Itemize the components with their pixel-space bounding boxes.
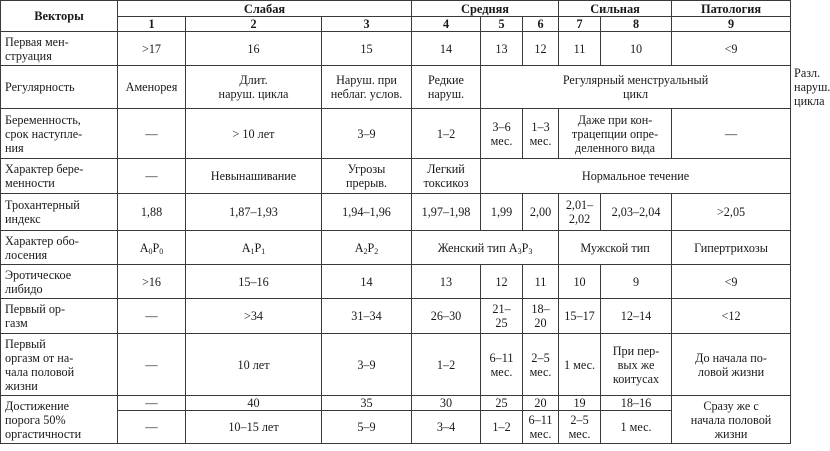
table-cell: 10 [601,32,672,66]
table-cell: — [118,396,186,411]
table-cell: 1–3 мес. [523,109,559,159]
table-cell: При пер- вых же коитусах [601,334,672,396]
table-cell: 2,03–2,04 [601,194,672,231]
hair-a-index: 3 [517,246,522,256]
table-cell: 3–9 [322,334,412,396]
hair-p-index: 3 [528,246,533,256]
table-cell: 2–5 мес. [523,334,559,396]
table-cell: <9 [672,32,791,66]
table-cell: 40 [186,396,322,411]
table-cell: 1,87–1,93 [186,194,322,231]
header-number-8: 8 [601,17,672,32]
table-row-threshold-age [1,396,791,411]
header-number-2: 2 [186,17,322,32]
table-cell: Гипертрихозы [672,231,791,265]
table-cell: 10–15 лет [186,411,322,444]
header-group-medium: Средняя [412,1,559,17]
table-cell: 1,88 [118,194,186,231]
table-cell: — [118,299,186,334]
table-cell: 1–2 [412,109,481,159]
table-cell: 15–16 [186,265,322,299]
row-label: Характер обо- лосения [1,231,118,265]
table-row-menarche [1,32,791,66]
table-cell [322,231,412,265]
table-cell: 15–17 [559,299,601,334]
header-number-4: 4 [412,17,481,32]
table-cell: — [118,334,186,396]
table-cell: Наруш. при неблаг. услов. [322,66,412,109]
row-label: Достижение порога 50% оргастичности [1,396,118,444]
row-label: Беременность, срок наступле- ния [1,109,118,159]
table-cell: — [672,109,791,159]
table-cell: 1 мес. [559,334,601,396]
table-cell: — [118,411,186,444]
table-cell: 31–34 [322,299,412,334]
table-cell: 1,94–1,96 [322,194,412,231]
header-number-9: 9 [672,17,791,32]
table-row-first-orgasm-from-start [1,334,791,396]
table-cell: 26–30 [412,299,481,334]
table-cell: 6–11 мес. [523,411,559,444]
hair-a-letter: A [354,240,364,255]
row-label: Характер бере- менности [1,159,118,194]
table-cell-merged: Мужской тип [559,231,672,265]
table-cell: >2,05 [672,194,791,231]
table-cell-merged: Регулярный менструальный цикл [481,66,791,109]
table-cell: 11 [559,32,601,66]
table-cell: 12 [523,32,559,66]
table-row-trochanteric-index [1,194,791,231]
table-cell: 1–2 [412,334,481,396]
hair-p-letter: P [254,240,262,255]
table-cell: 19 [559,396,601,411]
hair-p-letter: P [521,240,529,255]
header-numbers-row [1,17,791,32]
table-cell: — [118,109,186,159]
table-cell: 30 [412,396,481,411]
table-cell: <12 [672,299,791,334]
hair-female-type-text: Женский тип A [437,240,518,255]
table-cell: Невынашивание [186,159,322,194]
table-row-regularity: Регулярность Аменорея Длит. наруш. цикла Наруш. при неблаг. услов. Редкие наруш. Регулярный менструальный цикл Разл. наруш. цикла [1,66,791,109]
table-cell: 1,97–1,98 [412,194,481,231]
table-row-first-orgasm [1,299,791,334]
table-cell: 1,99 [481,194,523,231]
row-label: Регулярность [1,66,118,109]
table-cell-merged: Даже при кон- трацепции опре- деленного вида [559,109,672,159]
table-cell: 18–16 [601,396,672,411]
table-cell: 5–9 [322,411,412,444]
table-row-pregnancy-character [1,159,791,194]
table-cell: 3–6 мес. [481,109,523,159]
table-cell: 10 лет [186,334,322,396]
row-label: Трохантерный индекс [1,194,118,231]
table-row-libido [1,265,791,299]
table-cell: 2–5 мес. [559,411,601,444]
hair-a-index: 0 [148,246,153,256]
header-group-strong: Сильная [559,1,672,17]
table-cell: > 10 лет [186,109,322,159]
row-label: Первая мен- струация [1,32,118,66]
table-cell: 9 [601,265,672,299]
row-label: Эротическое либидо [1,265,118,299]
hair-a-letter: A [241,240,251,255]
header-group-pathology: Патология [672,1,791,17]
table-cell: 20 [523,396,559,411]
table-cell: 25 [481,396,523,411]
header-number-1: 1 [118,17,186,32]
table-cell: Редкие наруш. [412,66,481,109]
table-cell: 21– 25 [481,299,523,334]
table-cell: 14 [412,32,481,66]
table-cell: 3–9 [322,109,412,159]
header-groups-row [1,1,791,17]
table-cell: До начала по- ловой жизни [672,334,791,396]
hair-p-index: 0 [159,246,164,256]
table-cell: Длит. наруш. цикла [186,66,322,109]
table-cell: 10 [559,265,601,299]
row-label: Первый оргазм от на- чала половой жизни [1,334,118,396]
hair-a-index: 2 [363,246,368,256]
table-cell: 6–11 мес. [481,334,523,396]
table-cell: >16 [118,265,186,299]
table-cell: 1 мес. [601,411,672,444]
hair-p-letter: P [367,240,375,255]
header-group-weak: Слабая [118,1,412,17]
table-row-hair-type [1,231,791,265]
table-cell: 18– 20 [523,299,559,334]
table-cell: 15 [322,32,412,66]
table-cell: 2,00 [523,194,559,231]
table-cell: 12 [481,265,523,299]
table-row-pregnancy-onset [1,109,791,159]
header-vectors: Векторы [1,1,118,32]
hair-a-letter: A [139,240,149,255]
table-cell: Угрозы прерыв. [322,159,412,194]
hair-p-letter: P [152,240,160,255]
table-cell: 13 [481,32,523,66]
table-cell [118,231,186,265]
table-cell: — [118,159,186,194]
header-number-6: 6 [523,17,559,32]
hair-p-index: 2 [374,246,379,256]
table-cell: 35 [322,396,412,411]
table-cell: 1–2 [481,411,523,444]
table-cell-merged: Нормальное течение [481,159,791,194]
header-number-5: 5 [481,17,523,32]
table-cell: 3–4 [412,411,481,444]
table-cell: 13 [412,265,481,299]
table-cell: >34 [186,299,322,334]
table-cell-merged [412,231,559,265]
hair-p-index: 1 [261,246,266,256]
table-cell: <9 [672,265,791,299]
hair-a-index: 1 [250,246,255,256]
table-cell-merged: Сразу же с начала половой жизни [672,396,791,444]
table-cell: >17 [118,32,186,66]
table-cell: 16 [186,32,322,66]
table-cell: 14 [322,265,412,299]
table-cell: 11 [523,265,559,299]
table-cell: 2,01– 2,02 [559,194,601,231]
table-cell: Аменорея [118,66,186,109]
table-cell: 12–14 [601,299,672,334]
table-cell [186,231,322,265]
header-number-7: 7 [559,17,601,32]
row-label: Первый ор- газм [1,299,118,334]
table-cell: Легкий токсикоз [412,159,481,194]
header-number-3: 3 [322,17,412,32]
